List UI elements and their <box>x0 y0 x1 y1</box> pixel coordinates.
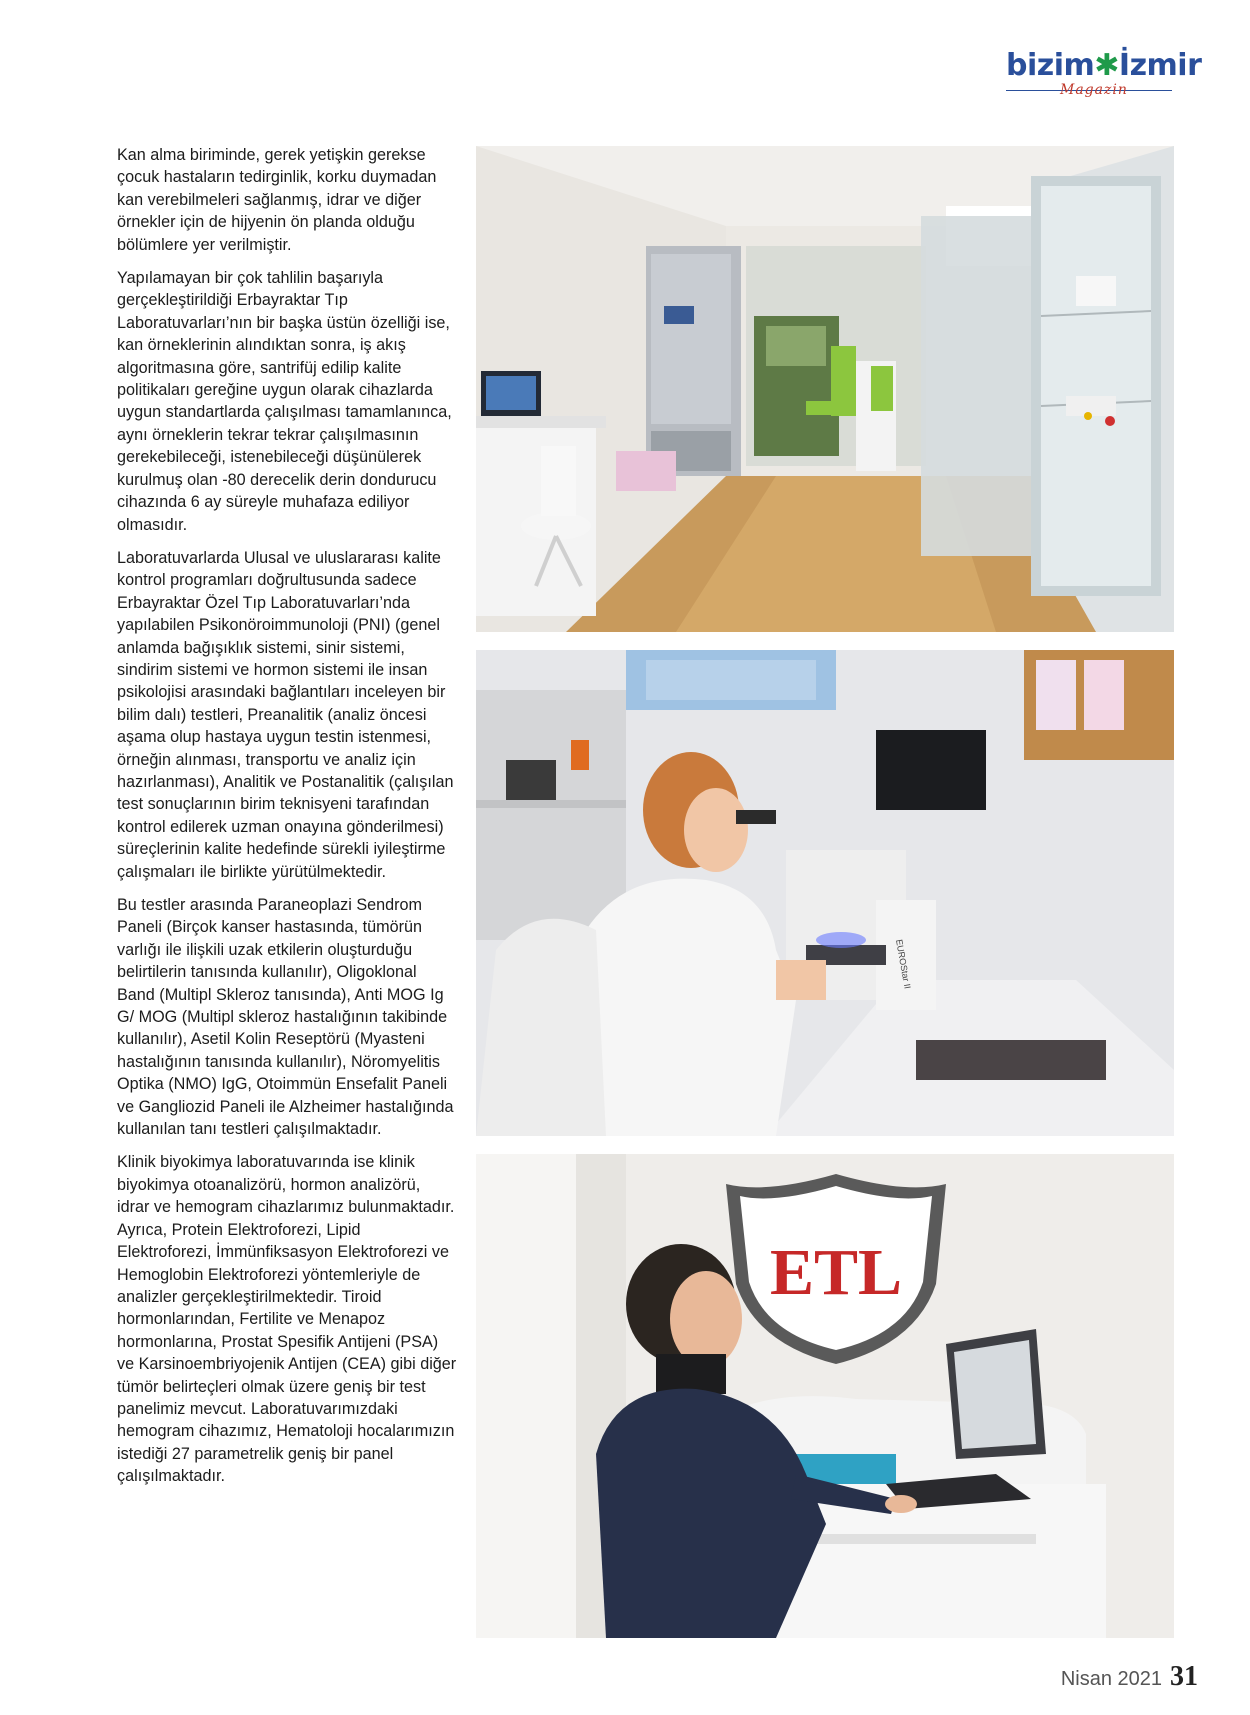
article-paragraph: Yapılamayan bir çok tahlilin başarıyla gerçekleştirildiği Erbayraktar Tıp Laboratuvarları’nın bir başka üstün özelliği ise, kan örneklerinin alındıktan sonra, iş akış algoritmasına göre, santrifüj edilip kalite politikaları gereğine uygun olarak cihazlarda uygun standartlarda çalışılması tamamlanınca, aynı örneklerin tekrar tekrar çalışılmasının gerekebileceği, istenebileceği düşünülerek kurulmuş olan -80 derecelik derin dondurucu cihazında 6 ay süreyle muhafaza ediliyor olmasıdır. <box>117 269 452 534</box>
logo-subtitle: Magazin <box>1060 82 1128 98</box>
page-number: 31 <box>1170 1661 1198 1692</box>
article-paragraph: Bu testler arasında Paraneoplazi Sendrom Paneli (Birçok kanser hastasında, tümörün varlığı ile ilişkili uzak etkilerin oluşturduğu belirtilerin tanısında kullanılır), Oligoklonal Band (Multipl Skleroz tanısında), Anti MOG Ig G/ MOG (Multipl skleroz hastalığının takibinde kullanılır), Asetil Kolin Reseptörü (Myasteni hastalığının tanısında kullanılır), Nöromyelitis Optika (NMO) IgG, Otoimmün Ensefalit Paneli ve Gangliozid Paneli ile Alzheimer hastalığında kullanılan tanı testleri çalışılmaktadır. <box>117 896 454 1139</box>
photo-analyzer-technician <box>476 1154 1174 1638</box>
logo-word-bizim: bizim <box>1006 48 1095 83</box>
article-paragraph: Klinik biyokimya laboratuvarında ise klinik biyokimya otoanalizörü, hormon analizörü, idrar ve hemogram cihazlarımız bulunmaktadır. Ayrıca, Protein Elektroforezi, Lipid Elektroforezi, İmmünfiksasyon Elektroforezi ve Hemoglobin Elektroforezi yöntemleriyle de analizler gerçekleştirilmektedir. Tiroid hormonlarından, Fertilite ve Menapoz hormonlarına, Prostat Spesifik Antijeni (PSA) ve Karsinoembriyojenik Antijen (CEA) gibi diğer tümör belirteçleri olmak üzere geniş bir test panelimiz mevcut. Laboratuvarımızdaki hemogram cihazımız, Hematoloji hocalarımızın istediği 27 parametrelik geniş bir panel çalışılmaktadır. <box>117 1153 457 1486</box>
magazine-logo <box>1000 38 1202 108</box>
photo-blood-collection-room <box>476 146 1174 632</box>
logo-word-izmir: İzmir <box>1118 48 1202 83</box>
article-paragraph: Laboratuvarlarda Ulusal ve uluslararası kalite kontrol programları doğrultusunda sadece Erbayraktar Özel Tıp Laboratuvarları’nda yapılabilen Psikonöroimmunoloji (PNI) (genel anlamda bağışıklık sistemi, sinir sistemi, sindirim sistemi ve hormon sistemi ile insan psikolojisi arasındaki bağlantıları inceleyen bir bilim dalı) testleri, Preanalitik (analiz öncesi aşama olup hastaya uygun testin istenmesi, örneğin alınması, transportu ve analiz için hazırlanması), Analitik ve Postanalitik (çalışılan test sonuçlarının birim teknisyeni tarafından kontrol edilerek uzman onayına gönderilmesi) süreçlerinin kalite hedefinde sürekli iyileştirme çalışmaları ile birlikte yürütülmektedir. <box>117 548 454 881</box>
etl-logo-text: ETL <box>769 1236 903 1309</box>
photo-microscope-technician <box>476 650 1174 1136</box>
article-text-column <box>117 144 457 1499</box>
article-paragraph: Kan alma biriminde, gerek yetişkin gerekse çocuk hastaların tedirginlik, korku duymadan kan verebilmeleri sağlanmış, idrar ve diğer örnekler için de hijyenin ön planda olduğu bölümlere yer verilmiştir. <box>117 146 437 254</box>
palm-icon: ✱ <box>1094 48 1119 83</box>
microscope-label: EUROStar II <box>894 938 913 990</box>
page-footer <box>1061 1661 1198 1693</box>
issue-date: Nisan 2021 <box>1060 1668 1162 1690</box>
logo-wordmark <box>1006 48 1201 83</box>
